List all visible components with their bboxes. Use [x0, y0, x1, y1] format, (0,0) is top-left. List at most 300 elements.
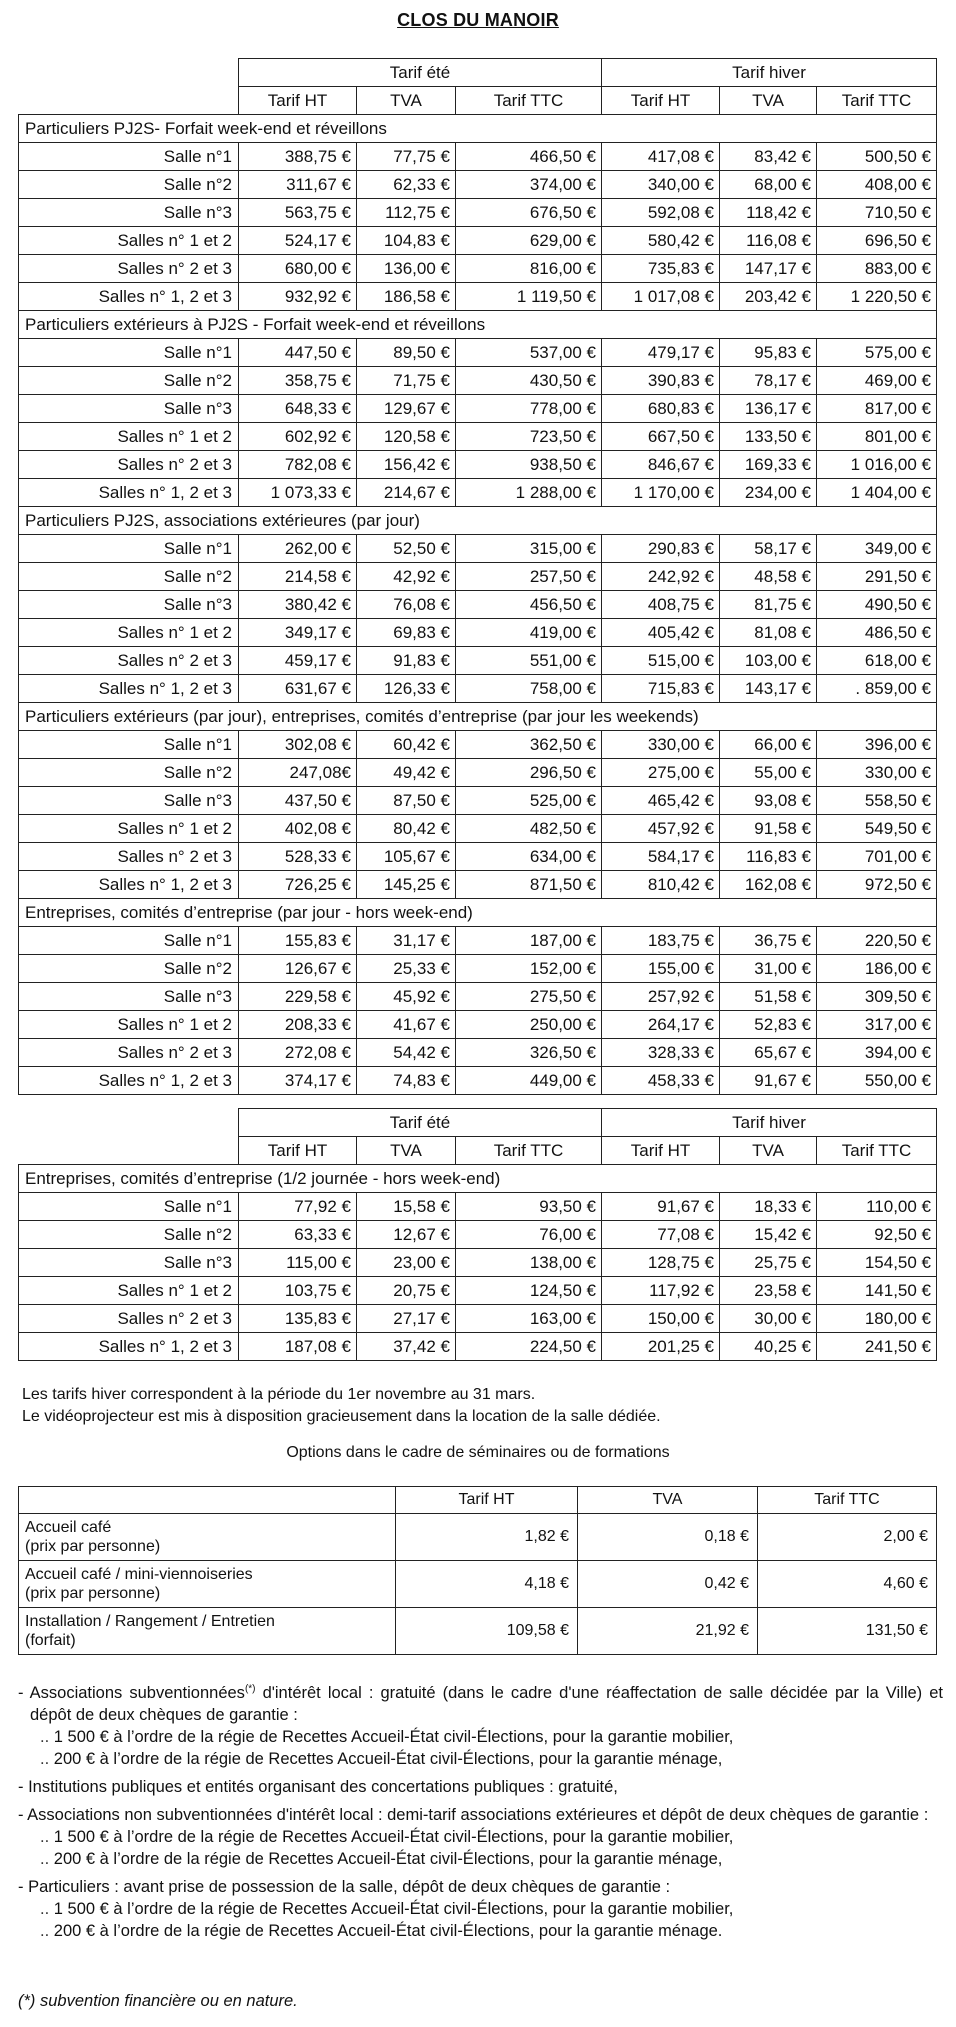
price-ete-ht: 437,50 € [239, 787, 357, 815]
price-ete-ht: 311,67 € [239, 171, 357, 199]
tariff-table-main [18, 58, 937, 1095]
price-ete-ht: 528,33 € [239, 843, 357, 871]
price-hiver-ht: 77,08 € [602, 1221, 720, 1249]
header-winter-ttc: Tarif TTC [817, 87, 937, 115]
price-ete-ttc: 138,00 € [456, 1249, 602, 1277]
header-summer-tva: TVA [357, 1137, 456, 1165]
header-summer-tva: TVA [357, 87, 456, 115]
option-label-line1: Installation / Rangement / Entretien [25, 1613, 275, 1630]
price-ete-ttc: 430,50 € [456, 367, 602, 395]
price-hiver-ttc: 549,50 € [817, 815, 937, 843]
price-ete-ht: 262,00 € [239, 535, 357, 563]
price-ete-tva: 69,83 € [357, 619, 456, 647]
price-hiver-ttc: 241,50 € [817, 1333, 937, 1361]
price-hiver-ttc: 558,50 € [817, 787, 937, 815]
price-ete-ht: 726,25 € [239, 871, 357, 899]
price-hiver-ttc: 141,50 € [817, 1277, 937, 1305]
price-hiver-ht: 264,17 € [602, 1011, 720, 1039]
price-ete-ht: 388,75 € [239, 143, 357, 171]
price-ete-tva: 23,00 € [357, 1249, 456, 1277]
header-winter-tva: TVA [720, 87, 817, 115]
price-hiver-tva: 147,17 € [720, 255, 817, 283]
price-ete-ht: 932,92 € [239, 283, 357, 311]
table-row [19, 451, 937, 479]
price-hiver-tva: 116,83 € [720, 843, 817, 871]
section-header-row [19, 115, 937, 143]
room-label: Salles n° 2 et 3 [19, 1305, 239, 1333]
price-ete-ttc: 634,00 € [456, 843, 602, 871]
header-winter-tva: TVA [720, 1137, 817, 1165]
price-ete-tva: 31,17 € [357, 927, 456, 955]
price-hiver-ht: 580,42 € [602, 227, 720, 255]
room-label: Salles n° 1, 2 et 3 [19, 479, 239, 507]
price-hiver-ht: 390,83 € [602, 367, 720, 395]
price-hiver-tva: 116,08 € [720, 227, 817, 255]
price-hiver-ht: 417,08 € [602, 143, 720, 171]
price-hiver-ttc: 486,50 € [817, 619, 937, 647]
option-price-ht: 4,18 € [396, 1561, 578, 1608]
deposit-cheque-line: .. 1 500 € à l’ordre de la régie de Recettes Accueil-État civil-Élections, pour la garantie mobilier, [18, 1826, 943, 1848]
price-hiver-ht: 201,25 € [602, 1333, 720, 1361]
price-ete-ht: 524,17 € [239, 227, 357, 255]
price-hiver-ht: 290,83 € [602, 535, 720, 563]
deposit-cheque-line: .. 200 € à l’ordre de la régie de Recettes Accueil-État civil-Élections, pour la garantie ménage. [18, 1920, 943, 1942]
price-ete-tva: 77,75 € [357, 143, 456, 171]
option-row [19, 1514, 937, 1561]
room-label: Salle n°3 [19, 787, 239, 815]
price-hiver-ht: 479,17 € [602, 339, 720, 367]
price-ete-ttc: 296,50 € [456, 759, 602, 787]
price-hiver-ttc: 972,50 € [817, 871, 937, 899]
price-hiver-tva: 40,25 € [720, 1333, 817, 1361]
price-hiver-ht: 515,00 € [602, 647, 720, 675]
price-hiver-ttc: 550,00 € [817, 1067, 937, 1095]
option-price-ttc: 4,60 € [758, 1561, 937, 1608]
price-hiver-ttc: 575,00 € [817, 339, 937, 367]
price-hiver-tva: 30,00 € [720, 1305, 817, 1333]
room-label: Salles n° 2 et 3 [19, 843, 239, 871]
price-ete-ttc: 482,50 € [456, 815, 602, 843]
header-summer-ttc: Tarif TTC [456, 87, 602, 115]
price-ete-ht: 349,17 € [239, 619, 357, 647]
price-ete-ttc: 537,00 € [456, 339, 602, 367]
room-label: Salles n° 2 et 3 [19, 647, 239, 675]
room-label: Salles n° 1 et 2 [19, 1277, 239, 1305]
price-hiver-tva: 118,42 € [720, 199, 817, 227]
table-row [19, 983, 937, 1011]
condition-item [18, 1682, 943, 1770]
price-hiver-ht: 458,33 € [602, 1067, 720, 1095]
price-ete-ttc: 93,50 € [456, 1193, 602, 1221]
section-label: Entreprises, comités d’entreprise (1/2 journée - hors week-end) [19, 1165, 937, 1193]
price-ete-tva: 91,83 € [357, 647, 456, 675]
deposit-cheque-line: .. 1 500 € à l’ordre de la régie de Recettes Accueil-État civil-Élections, pour la garantie mobilier, [18, 1726, 943, 1748]
table-row [19, 227, 937, 255]
price-hiver-ttc: 180,00 € [817, 1305, 937, 1333]
table-row [19, 199, 937, 227]
deposit-cheque-line: .. 200 € à l’ordre de la régie de Recettes Accueil-État civil-Élections, pour la garantie ménage, [18, 1748, 943, 1770]
section-label: Particuliers extérieurs (par jour), entreprises, comités d’entreprise (par jour les weekends) [19, 703, 937, 731]
price-ete-ttc: 275,50 € [456, 983, 602, 1011]
option-label-line1: Accueil café [25, 1519, 112, 1536]
price-ete-ttc: 362,50 € [456, 731, 602, 759]
price-hiver-ttc: . 859,00 € [817, 675, 937, 703]
table-row [19, 647, 937, 675]
price-ete-tva: 129,67 € [357, 395, 456, 423]
price-hiver-ht: 680,83 € [602, 395, 720, 423]
table-row [19, 1221, 937, 1249]
price-hiver-ttc: 490,50 € [817, 591, 937, 619]
price-hiver-ht: 117,92 € [602, 1277, 720, 1305]
price-ete-ttc: 419,00 € [456, 619, 602, 647]
price-hiver-ht: 128,75 € [602, 1249, 720, 1277]
price-ete-ht: 103,75 € [239, 1277, 357, 1305]
corner-blank [19, 87, 239, 115]
table-row [19, 731, 937, 759]
price-ete-tva: 45,92 € [357, 983, 456, 1011]
section-header-row [19, 899, 937, 927]
price-hiver-ht: 457,92 € [602, 815, 720, 843]
option-price-ht: 1,82 € [396, 1514, 578, 1561]
price-ete-ht: 563,75 € [239, 199, 357, 227]
price-hiver-tva: 93,08 € [720, 787, 817, 815]
price-hiver-tva: 136,17 € [720, 395, 817, 423]
price-hiver-ht: 810,42 € [602, 871, 720, 899]
price-hiver-ht: 735,83 € [602, 255, 720, 283]
price-ete-ht: 155,83 € [239, 927, 357, 955]
room-label: Salle n°1 [19, 143, 239, 171]
room-label: Salle n°2 [19, 563, 239, 591]
room-label: Salle n°1 [19, 339, 239, 367]
price-ete-ttc: 466,50 € [456, 143, 602, 171]
price-ete-tva: 52,50 € [357, 535, 456, 563]
room-label: Salles n° 1, 2 et 3 [19, 675, 239, 703]
table-row [19, 927, 937, 955]
price-ete-tva: 20,75 € [357, 1277, 456, 1305]
price-ete-ht: 602,92 € [239, 423, 357, 451]
price-ete-ttc: 449,00 € [456, 1067, 602, 1095]
price-hiver-ttc: 309,50 € [817, 983, 937, 1011]
room-label: Salles n° 2 et 3 [19, 451, 239, 479]
price-hiver-ht: 183,75 € [602, 927, 720, 955]
table-row [19, 1249, 937, 1277]
price-hiver-ht: 150,00 € [602, 1305, 720, 1333]
footnote-marker: (*) [244, 1683, 256, 1695]
room-label: Salle n°3 [19, 1249, 239, 1277]
price-ete-tva: 214,67 € [357, 479, 456, 507]
price-ete-ttc: 551,00 € [456, 647, 602, 675]
price-ete-ttc: 456,50 € [456, 591, 602, 619]
table-row [19, 171, 937, 199]
price-hiver-ttc: 883,00 € [817, 255, 937, 283]
price-ete-ttc: 778,00 € [456, 395, 602, 423]
price-hiver-ht: 275,00 € [602, 759, 720, 787]
price-hiver-tva: 83,42 € [720, 143, 817, 171]
condition-text-start: - Associations non subventionnées d'intérêt local : demi-tarif associations extérieures et dépôt de deux chèques de garantie : [18, 1806, 929, 1824]
table-row [19, 283, 937, 311]
room-label: Salle n°2 [19, 1221, 239, 1249]
price-ete-tva: 126,33 € [357, 675, 456, 703]
table-row [19, 843, 937, 871]
price-ete-tva: 15,58 € [357, 1193, 456, 1221]
section-label: Particuliers PJ2S- Forfait week-end et réveillons [19, 115, 937, 143]
option-label [19, 1561, 396, 1608]
price-hiver-tva: 66,00 € [720, 731, 817, 759]
condition-text [18, 1876, 943, 1898]
price-hiver-ttc: 817,00 € [817, 395, 937, 423]
price-hiver-tva: 143,17 € [720, 675, 817, 703]
price-hiver-ttc: 220,50 € [817, 927, 937, 955]
price-hiver-ttc: 1 016,00 € [817, 451, 937, 479]
options-table-body [19, 1514, 937, 1655]
price-hiver-tva: 91,67 € [720, 1067, 817, 1095]
price-ete-ht: 115,00 € [239, 1249, 357, 1277]
price-hiver-tva: 81,08 € [720, 619, 817, 647]
price-hiver-tva: 91,58 € [720, 815, 817, 843]
options-header-ttc: Tarif TTC [758, 1487, 937, 1514]
price-hiver-ttc: 92,50 € [817, 1221, 937, 1249]
price-hiver-ttc: 186,00 € [817, 955, 937, 983]
condition-text-end: d'intérêt local : gratuité (dans le cadre d'une réaffectation de salle décidée par la Ville) et dépôt de deux chèques de garantie : [30, 1684, 943, 1724]
price-hiver-tva: 81,75 € [720, 591, 817, 619]
price-ete-tva: 76,08 € [357, 591, 456, 619]
header-summer-ht: Tarif HT [239, 1137, 357, 1165]
room-label: Salle n°3 [19, 199, 239, 227]
price-ete-ttc: 676,50 € [456, 199, 602, 227]
options-header-blank [19, 1487, 396, 1514]
option-price-tva: 0,42 € [578, 1561, 758, 1608]
price-hiver-ttc: 469,00 € [817, 367, 937, 395]
header-summer: Tarif été [239, 1109, 602, 1137]
price-hiver-ht: 330,00 € [602, 731, 720, 759]
price-hiver-tva: 18,33 € [720, 1193, 817, 1221]
room-label: Salles n° 1, 2 et 3 [19, 283, 239, 311]
tariff-table-body [19, 1165, 937, 1361]
condition-item [18, 1776, 943, 1798]
deposit-cheque-line: .. 1 500 € à l’ordre de la régie de Recettes Accueil-État civil-Élections, pour la garantie mobilier, [18, 1898, 943, 1920]
price-hiver-ttc: 1 220,50 € [817, 283, 937, 311]
table-row [19, 619, 937, 647]
price-hiver-ht: 667,50 € [602, 423, 720, 451]
price-hiver-ht: 340,00 € [602, 171, 720, 199]
price-ete-ht: 126,67 € [239, 955, 357, 983]
table-row [19, 675, 937, 703]
price-ete-ht: 272,08 € [239, 1039, 357, 1067]
room-label: Salles n° 1 et 2 [19, 423, 239, 451]
price-hiver-ht: 465,42 € [602, 787, 720, 815]
table-row [19, 423, 937, 451]
price-hiver-ht: 1 017,08 € [602, 283, 720, 311]
option-label [19, 1608, 396, 1655]
price-hiver-tva: 15,42 € [720, 1221, 817, 1249]
table-row [19, 591, 937, 619]
price-hiver-tva: 68,00 € [720, 171, 817, 199]
price-ete-ttc: 629,00 € [456, 227, 602, 255]
price-hiver-ttc: 394,00 € [817, 1039, 937, 1067]
section-label: Entreprises, comités d’entreprise (par jour - hors week-end) [19, 899, 937, 927]
option-price-tva: 0,18 € [578, 1514, 758, 1561]
price-ete-ttc: 326,50 € [456, 1039, 602, 1067]
price-ete-ht: 631,67 € [239, 675, 357, 703]
price-hiver-ttc: 1 404,00 € [817, 479, 937, 507]
price-ete-ht: 63,33 € [239, 1221, 357, 1249]
price-ete-tva: 80,42 € [357, 815, 456, 843]
price-ete-ht: 680,00 € [239, 255, 357, 283]
price-hiver-ttc: 396,00 € [817, 731, 937, 759]
price-ete-tva: 27,17 € [357, 1305, 456, 1333]
corner-blank [19, 59, 239, 87]
header-summer: Tarif été [239, 59, 602, 87]
price-ete-ttc: 1 288,00 € [456, 479, 602, 507]
room-label: Salles n° 2 et 3 [19, 255, 239, 283]
price-hiver-tva: 103,00 € [720, 647, 817, 675]
price-ete-tva: 74,83 € [357, 1067, 456, 1095]
price-hiver-ttc: 710,50 € [817, 199, 937, 227]
option-price-ttc: 131,50 € [758, 1608, 937, 1655]
price-ete-ht: 208,33 € [239, 1011, 357, 1039]
table-row [19, 1305, 937, 1333]
price-hiver-ht: 257,92 € [602, 983, 720, 1011]
table-row [19, 1039, 937, 1067]
price-ete-ht: 402,08 € [239, 815, 357, 843]
price-ete-tva: 37,42 € [357, 1333, 456, 1361]
price-hiver-tva: 31,00 € [720, 955, 817, 983]
price-ete-tva: 89,50 € [357, 339, 456, 367]
table-row [19, 563, 937, 591]
option-label-line2: (prix par personne) [25, 1585, 161, 1602]
price-hiver-ht: 242,92 € [602, 563, 720, 591]
price-hiver-ttc: 618,00 € [817, 647, 937, 675]
price-ete-ttc: 257,50 € [456, 563, 602, 591]
price-ete-ttc: 163,00 € [456, 1305, 602, 1333]
price-hiver-tva: 169,33 € [720, 451, 817, 479]
winter-period-note: Les tarifs hiver correspondent à la période du 1er novembre au 31 mars. [22, 1386, 536, 1403]
room-label: Salle n°3 [19, 983, 239, 1011]
room-label: Salles n° 1 et 2 [19, 619, 239, 647]
room-label: Salle n°3 [19, 591, 239, 619]
price-hiver-tva: 95,83 € [720, 339, 817, 367]
price-hiver-tva: 23,58 € [720, 1277, 817, 1305]
room-label: Salle n°1 [19, 535, 239, 563]
price-hiver-ttc: 291,50 € [817, 563, 937, 591]
options-table [18, 1486, 937, 1655]
room-label: Salle n°2 [19, 367, 239, 395]
header-summer-ttc: Tarif TTC [456, 1137, 602, 1165]
projector-note: Le vidéoprojecteur est mis à disposition gracieusement dans la location de la salle dédiée. [22, 1408, 661, 1425]
price-hiver-ht: 408,75 € [602, 591, 720, 619]
price-ete-ht: 1 073,33 € [239, 479, 357, 507]
option-label-line2: (forfait) [25, 1632, 76, 1649]
price-ete-ht: 229,58 € [239, 983, 357, 1011]
room-label: Salle n°2 [19, 955, 239, 983]
price-ete-ht: 782,08 € [239, 451, 357, 479]
price-ete-ttc: 187,00 € [456, 927, 602, 955]
table-row [19, 1011, 937, 1039]
price-ete-ttc: 816,00 € [456, 255, 602, 283]
price-ete-ttc: 938,50 € [456, 451, 602, 479]
price-ete-tva: 49,42 € [357, 759, 456, 787]
price-hiver-ttc: 701,00 € [817, 843, 937, 871]
table-row [19, 1277, 937, 1305]
price-ete-ht: 247,08€ [239, 759, 357, 787]
table-row [19, 1333, 937, 1361]
price-ete-tva: 136,00 € [357, 255, 456, 283]
condition-text-start: - Institutions publiques et entités organisant des concertations publiques : gratuité, [18, 1778, 618, 1796]
room-label: Salle n°1 [19, 1193, 239, 1221]
option-row [19, 1608, 937, 1655]
room-label: Salles n° 1, 2 et 3 [19, 1067, 239, 1095]
header-winter-ht: Tarif HT [602, 1137, 720, 1165]
room-label: Salles n° 2 et 3 [19, 1039, 239, 1067]
price-ete-tva: 105,67 € [357, 843, 456, 871]
option-label-line2: (prix par personne) [25, 1538, 161, 1555]
page-title: CLOS DU MANOIR [397, 10, 559, 30]
condition-item [18, 1804, 943, 1870]
price-ete-ttc: 224,50 € [456, 1333, 602, 1361]
price-ete-ht: 358,75 € [239, 367, 357, 395]
deposit-cheque-line: .. 200 € à l’ordre de la régie de Recettes Accueil-État civil-Élections, pour la garantie ménage, [18, 1848, 943, 1870]
price-hiver-ttc: 801,00 € [817, 423, 937, 451]
table-row [19, 535, 937, 563]
room-label: Salle n°3 [19, 395, 239, 423]
price-ete-tva: 54,42 € [357, 1039, 456, 1067]
price-ete-ttc: 723,50 € [456, 423, 602, 451]
room-label: Salle n°2 [19, 759, 239, 787]
header-winter-ht: Tarif HT [602, 87, 720, 115]
price-ete-ht: 648,33 € [239, 395, 357, 423]
price-ete-tva: 12,67 € [357, 1221, 456, 1249]
table-row [19, 787, 937, 815]
price-hiver-ht: 1 170,00 € [602, 479, 720, 507]
price-ete-ttc: 525,00 € [456, 787, 602, 815]
price-ete-ht: 380,42 € [239, 591, 357, 619]
room-label: Salles n° 1, 2 et 3 [19, 871, 239, 899]
price-hiver-ht: 715,83 € [602, 675, 720, 703]
price-ete-ttc: 250,00 € [456, 1011, 602, 1039]
option-label [19, 1514, 396, 1561]
price-ete-tva: 112,75 € [357, 199, 456, 227]
table-row [19, 395, 937, 423]
option-price-ttc: 2,00 € [758, 1514, 937, 1561]
section-header-row [19, 507, 937, 535]
condition-text-start: - Particuliers : avant prise de possession de la salle, dépôt de deux chèques de garantie : [18, 1878, 671, 1896]
price-ete-tva: 104,83 € [357, 227, 456, 255]
price-hiver-tva: 58,17 € [720, 535, 817, 563]
condition-text [18, 1682, 943, 1726]
price-ete-ttc: 758,00 € [456, 675, 602, 703]
price-hiver-tva: 234,00 € [720, 479, 817, 507]
option-price-tva: 21,92 € [578, 1608, 758, 1655]
table-row [19, 367, 937, 395]
price-hiver-ht: 405,42 € [602, 619, 720, 647]
section-label: Particuliers extérieurs à PJ2S - Forfait week-end et réveillons [19, 311, 937, 339]
tariff-table-body [19, 115, 937, 1095]
table-row [19, 1193, 937, 1221]
price-hiver-tva: 48,58 € [720, 563, 817, 591]
room-label: Salles n° 1, 2 et 3 [19, 1333, 239, 1361]
price-ete-ttc: 152,00 € [456, 955, 602, 983]
section-label: Particuliers PJ2S, associations extérieures (par jour) [19, 507, 937, 535]
price-hiver-ttc: 330,00 € [817, 759, 937, 787]
price-ete-tva: 120,58 € [357, 423, 456, 451]
tariff-table-half-day [18, 1108, 937, 1361]
price-hiver-tva: 203,42 € [720, 283, 817, 311]
price-hiver-ht: 584,17 € [602, 843, 720, 871]
room-label: Salles n° 1 et 2 [19, 1011, 239, 1039]
price-ete-tva: 156,42 € [357, 451, 456, 479]
condition-text-start: - Associations subventionnées [18, 1684, 245, 1702]
condition-item [18, 1876, 943, 1942]
